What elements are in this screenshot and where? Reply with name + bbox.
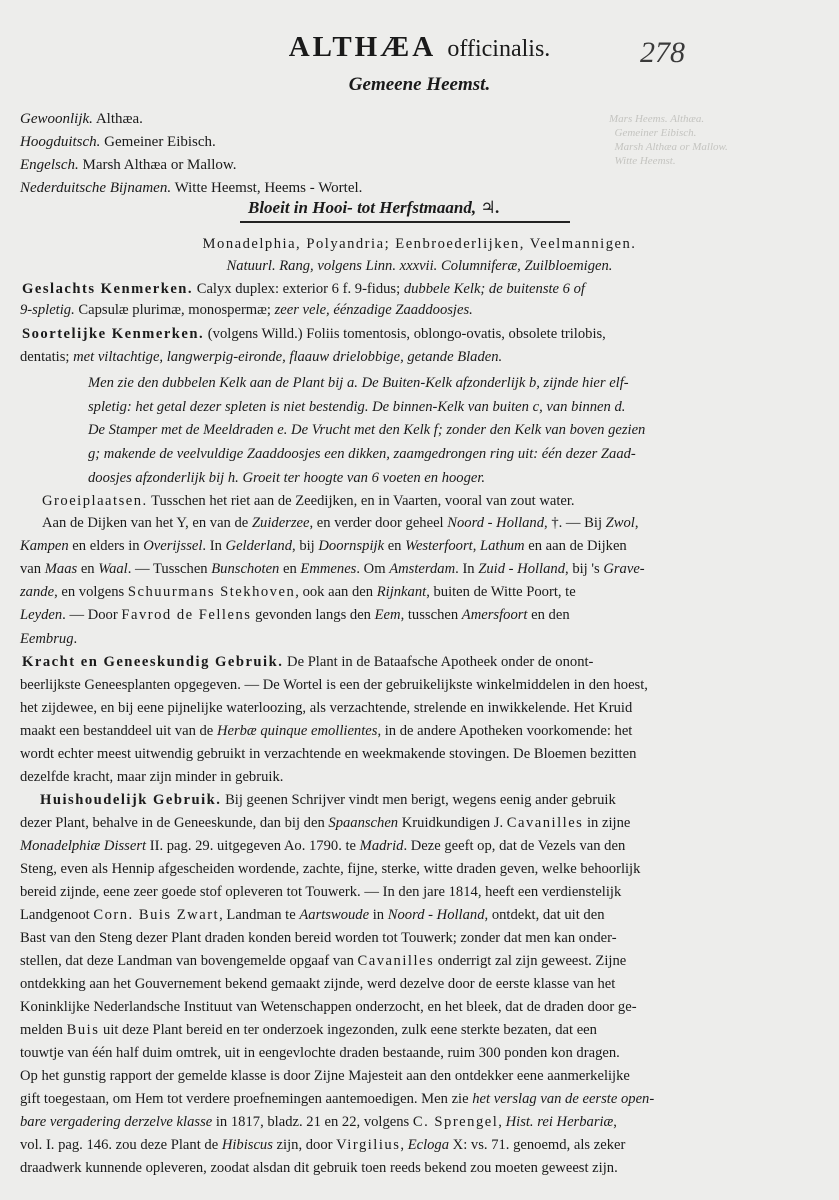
text-segment: in 1817, bladz. 21 en 22, volgens: [212, 1114, 413, 1130]
text-segment: , en volgens: [54, 584, 128, 600]
text-line: [20, 1089, 654, 1109]
text-line: [88, 468, 485, 488]
text-segment: dentatis;: [20, 349, 74, 365]
text-segment: Buis: [66, 1022, 100, 1038]
name-row: Hoogduitsch. Gemeiner Eibisch.: [20, 134, 216, 150]
text-line: [20, 300, 473, 320]
page-title: [0, 28, 839, 68]
text-segment: van: [20, 561, 45, 577]
text-segment: . Om: [356, 561, 390, 577]
text-segment: Eem: [374, 607, 401, 623]
text-segment: draadwerk kunnende opleveren, zoodat alsdan dit gebruik toen reeds bekend zou moeten geweest zijn.: [20, 1160, 618, 1176]
text-segment: Noord - Holland: [387, 907, 485, 923]
text-segment: Kruidkundigen J.: [398, 815, 507, 831]
text-segment: . In: [455, 561, 479, 577]
text-segment: ,: [400, 1137, 408, 1153]
text-line: [20, 1066, 630, 1086]
name-row: Engelsch. Marsh Althæa or Mallow.: [20, 157, 237, 173]
text-segment: Hibiscus: [221, 1137, 273, 1153]
text-segment: De Stamper met de Meeldraden e. De Vrucht met den Kelk f; zonder den Kelk van boven gezien: [88, 422, 646, 438]
text-line: [20, 629, 77, 649]
text-line: [20, 536, 627, 556]
text-segment: Doornspijk: [318, 538, 385, 554]
text-segment: en: [77, 561, 99, 577]
text-line: [22, 279, 585, 299]
text-segment: Monadelphiæ Dissert: [20, 838, 147, 854]
text-segment: Westerfoort: [405, 538, 473, 554]
text-segment: Overijssel: [143, 538, 203, 554]
text-segment: melden: [20, 1022, 67, 1038]
text-line: [20, 928, 617, 948]
text-segment: Landgenoot: [20, 907, 94, 923]
text-segment: ,: [634, 515, 639, 531]
text-segment: doosjes afzonderlijk bij h. Groeit ter hoogte van 6 voeten en hooger.: [88, 470, 486, 486]
text-segment: Hist. rei Herbariæ: [505, 1114, 614, 1130]
text-line: [20, 559, 645, 579]
text-line: [22, 652, 593, 672]
text-segment: Eembrug: [20, 631, 74, 647]
text-segment: , Landman te: [219, 907, 300, 923]
text-segment: Koninklijke Nederlandsche Instituut van Wetenschappen onderzocht, en het bleek, dat de draden door ge-: [20, 999, 637, 1015]
text-line: [20, 675, 648, 695]
text-segment: Aan de Dijken van het Y, en van de: [42, 515, 252, 531]
text-segment: Spaanschen: [328, 815, 399, 831]
text-segment: , buiten de Witte Poort, te: [426, 584, 576, 600]
text-line: [20, 859, 640, 879]
text-segment: gift toegestaan, om Hem tot verdere proefnemingen aantemoedigen. Men zie: [20, 1091, 473, 1107]
text-line: [20, 813, 630, 833]
text-segment: Amersfoort: [461, 607, 528, 623]
text-line: [20, 1043, 620, 1063]
text-segment: , ook aan den: [295, 584, 377, 600]
text-segment: Ecloga: [407, 1137, 450, 1153]
text-segment: touwtje van één half duim omtrek, uit in eengevlochte draden bestaande, ruim 300 ponden kon dragen.: [20, 1045, 620, 1061]
text-segment: wordt echter meest uitwendig gebruikt in verzachtende en weekmakende stovingen. De Bloemen bezitten: [20, 746, 637, 762]
handwritten-page-number: 278: [640, 36, 685, 69]
text-segment: maakt een bestanddeel uit van de: [20, 723, 217, 739]
name-row: Nederduitsche Bijnamen. Witte Heemst, Heems - Wortel.: [20, 180, 363, 196]
text-segment: C. Sprengel: [412, 1114, 499, 1130]
text-segment: Madrid: [359, 838, 404, 854]
text-segment: ,: [613, 1114, 617, 1130]
text-line: [20, 698, 632, 718]
bleed-through-text: Mars Heems. Althæa. Gemeiner Eibisch. Marsh Althæa or Mallow. Witte Heemst.: [609, 113, 728, 167]
text-line: [40, 790, 616, 810]
text-segment: ,: [498, 1114, 506, 1130]
vernacular-names: [20, 108, 620, 200]
text-line: [88, 444, 636, 464]
text-segment: , en verder door geheel: [309, 515, 448, 531]
text-segment: . Deze geeft op, dat de Vezels van den: [403, 838, 626, 854]
text-segment: Herbæ quinque emollientes: [216, 723, 378, 739]
text-line: [20, 605, 570, 625]
text-line: [20, 836, 625, 856]
text-segment: , in de andere Apotheken voorkomende: het: [377, 723, 633, 739]
species-name: officinalis.: [447, 36, 551, 62]
text-segment: Rijnkant: [376, 584, 427, 600]
text-segment: het verslag van de eerste open-: [472, 1091, 655, 1107]
text-line: [20, 951, 626, 971]
text-segment: Favrod de Fellens: [121, 607, 252, 623]
text-line: [20, 1112, 617, 1132]
text-segment: Kracht en Geneeskundig Gebruik.: [22, 654, 284, 670]
text-segment: Kampen: [20, 538, 69, 554]
text-segment: en den: [527, 607, 570, 623]
text-segment: Waal: [98, 561, 128, 577]
text-segment: spletig: het getal dezer spleten is niet bestendig. De binnen-Kelk van buiten c, van binnen d.: [88, 399, 626, 415]
text-segment: Tusschen het riet aan de Zeedijken, en in Vaarten, vooral van zout water.: [147, 493, 575, 509]
text-segment: Groeiplaatsen.: [42, 493, 148, 509]
text-line: [20, 582, 576, 602]
natural-rank-line: Natuurl. Rang, volgens Linn. xxxvii. Columniferæ, Zuilbloemigen.: [226, 258, 613, 274]
text-segment: Bast van den Steng dezer Plant draden konden bereid worden tot Touwerk; zonder dat men kan onder-: [20, 930, 617, 946]
text-segment: Schuurmans Stekhoven: [127, 584, 296, 600]
classification-line: Monadelphia, Polyandria; Eenbroederlijken, Veelmannigen.: [202, 236, 637, 252]
name-row: Gewoonlijk. Althæa.: [20, 111, 143, 127]
text-segment: g; makende de veelvuldige Zaaddoosjes een dikken, zaamgedrongen ring uit: één dezer Zaad-: [88, 446, 636, 462]
text-line: [20, 997, 637, 1017]
text-segment: zande: [20, 584, 55, 600]
text-segment: dubbele Kelk; de buitenste 6 of: [403, 281, 585, 297]
text-segment: Steng, even als Hennip afgescheiden wordende, zachte, fijne, sterke, witte draden geven, welke behoorlijk: [20, 861, 641, 877]
text-segment: Capsulæ plurimæ, monospermæ;: [74, 302, 275, 318]
text-segment: zeer vele, éénzadige Zaaddoosjes.: [274, 302, 473, 318]
text-segment: zijn, door: [272, 1137, 337, 1153]
text-segment: in: [369, 907, 388, 923]
text-segment: Virgilius: [336, 1137, 401, 1153]
text-segment: Aartswoude: [299, 907, 370, 923]
text-segment: (volgens Willd.) Foliis tomentosis, oblongo-ovatis, obsolete trilobis,: [204, 326, 606, 342]
text-segment: gevonden langs den: [251, 607, 375, 623]
text-segment: Calyx duplex: exterior 6 f. 9-fidus;: [193, 281, 404, 297]
text-segment: en elders in: [68, 538, 144, 554]
text-segment: Zwol: [605, 515, 635, 531]
text-segment: onderrigt zal zijn geweest. Zijne: [434, 953, 627, 969]
text-segment: , tusschen: [400, 607, 462, 623]
text-segment: Zuiderzee: [251, 515, 310, 531]
text-segment: Emmenes: [300, 561, 357, 577]
text-segment: ontdekking aan het Gouvernement bekend gemaakt zijnde, werd dezelve door de eerste klasse van het: [20, 976, 616, 992]
flowering-period: Bloeit in Hooi- tot Herfstmaand, ♃.: [248, 198, 500, 217]
text-line: [22, 324, 606, 344]
text-segment: . — Door: [62, 607, 122, 623]
text-segment: . — Tusschen: [127, 561, 212, 577]
text-segment: bereid zijnde, eene zeer goede stof opleveren tot Touwerk. — In den jare 1814, heeft een verdienstelijk: [20, 884, 622, 900]
text-segment: Amsterdam: [389, 561, 456, 577]
text-line: [88, 420, 645, 440]
text-segment: , †. — Bij: [544, 515, 606, 531]
text-segment: en: [384, 538, 406, 554]
text-segment: , bij: [292, 538, 319, 554]
text-segment: Soortelijke Kenmerken.: [22, 326, 205, 342]
text-segment: .: [73, 631, 78, 647]
text-segment: Bunschoten: [211, 561, 280, 577]
text-line: [42, 491, 575, 511]
text-segment: Leyden: [20, 607, 63, 623]
text-segment: Huishoudelijk Gebruik.: [40, 792, 222, 808]
text-segment: en: [279, 561, 301, 577]
text-segment: Men zie den dubbelen Kelk aan de Plant bij a. De Buiten-Kelk afzonderlijk b, zijnde hier elf-: [88, 375, 629, 391]
text-line: [20, 744, 636, 764]
text-segment: , bij 's: [565, 561, 604, 577]
text-segment: Cavanilles: [506, 815, 584, 831]
divider-rule: [240, 221, 570, 223]
text-segment: Corn. Buis Zwart: [93, 907, 220, 923]
text-line: [20, 905, 605, 925]
common-name: Gemeene Heemst.: [348, 74, 491, 95]
text-segment: Noord - Holland: [447, 515, 545, 531]
text-line: [20, 347, 502, 367]
text-segment: uit deze Plant bereid en ter onderzoek ingezonden, zulk eene sterkte bezaten, dat een: [99, 1022, 597, 1038]
text-segment: bare vergadering derzelve klasse: [20, 1114, 213, 1130]
text-segment: Gelderland: [225, 538, 293, 554]
text-segment: De Plant in de Bataafsche Apotheek onder de onont-: [283, 654, 594, 670]
text-segment: 9-spletig.: [20, 302, 75, 318]
text-segment: Maas: [44, 561, 78, 577]
text-segment: Op het gunstig rapport der gemelde klasse is door Zijne Majesteit aan den ontdekker eene aanmerkelijke: [20, 1068, 630, 1084]
text-line: [20, 1020, 597, 1040]
text-line: [20, 882, 621, 902]
text-line: [20, 721, 632, 741]
text-line: [88, 397, 625, 417]
text-segment: dezelfde kracht, maar zijn minder in gebruik.: [20, 769, 284, 785]
text-segment: Grave-: [603, 561, 645, 577]
text-line: [20, 1158, 618, 1178]
text-segment: ,: [472, 538, 480, 554]
text-line: [20, 1135, 625, 1155]
text-segment: X: vs. 71. genoemd, als zeker: [449, 1137, 626, 1153]
text-segment: in zijne: [583, 815, 631, 831]
text-segment: beerlijkste Geneesplanten opgegeven. — De Wortel is een der gebruikelijkste winkelmiddelen in den hoest,: [20, 677, 648, 693]
text-segment: dezer Plant, behalve in de Geneeskunde, dan bij den: [20, 815, 329, 831]
text-segment: Geslachts Kenmerken.: [22, 281, 194, 297]
text-line: [20, 974, 615, 994]
text-line: [20, 767, 283, 787]
text-segment: . In: [202, 538, 226, 554]
text-segment: Zuid - Holland: [478, 561, 566, 577]
genus-name: ALTHÆA: [288, 31, 437, 63]
text-segment: Cavanilles: [357, 953, 435, 969]
text-line: [88, 373, 629, 393]
text-segment: stellen, dat deze Landman van bovengemelde opgaaf van: [20, 953, 358, 969]
text-segment: en aan de Dijken: [524, 538, 627, 554]
text-line: [42, 513, 639, 533]
text-segment: het zijdewee, en bij eene pijnelijke waterloozing, als verzachtende, strelende en inwikkelende. Het Kruid: [20, 700, 633, 716]
text-segment: , ontdekt, dat uit den: [484, 907, 605, 923]
text-segment: met viltachtige, langwerpig-eironde, flaauw drielobbige, getande Bladen.: [73, 349, 503, 365]
text-segment: vol. I. pag. 146. zou deze Plant de: [20, 1137, 222, 1153]
text-segment: II. pag. 29. uitgegeven Ao. 1790. te: [146, 838, 360, 854]
text-segment: Bij geenen Schrijver vindt men berigt, wegens eenig ander gebruik: [221, 792, 616, 808]
text-segment: Lathum: [480, 538, 525, 554]
